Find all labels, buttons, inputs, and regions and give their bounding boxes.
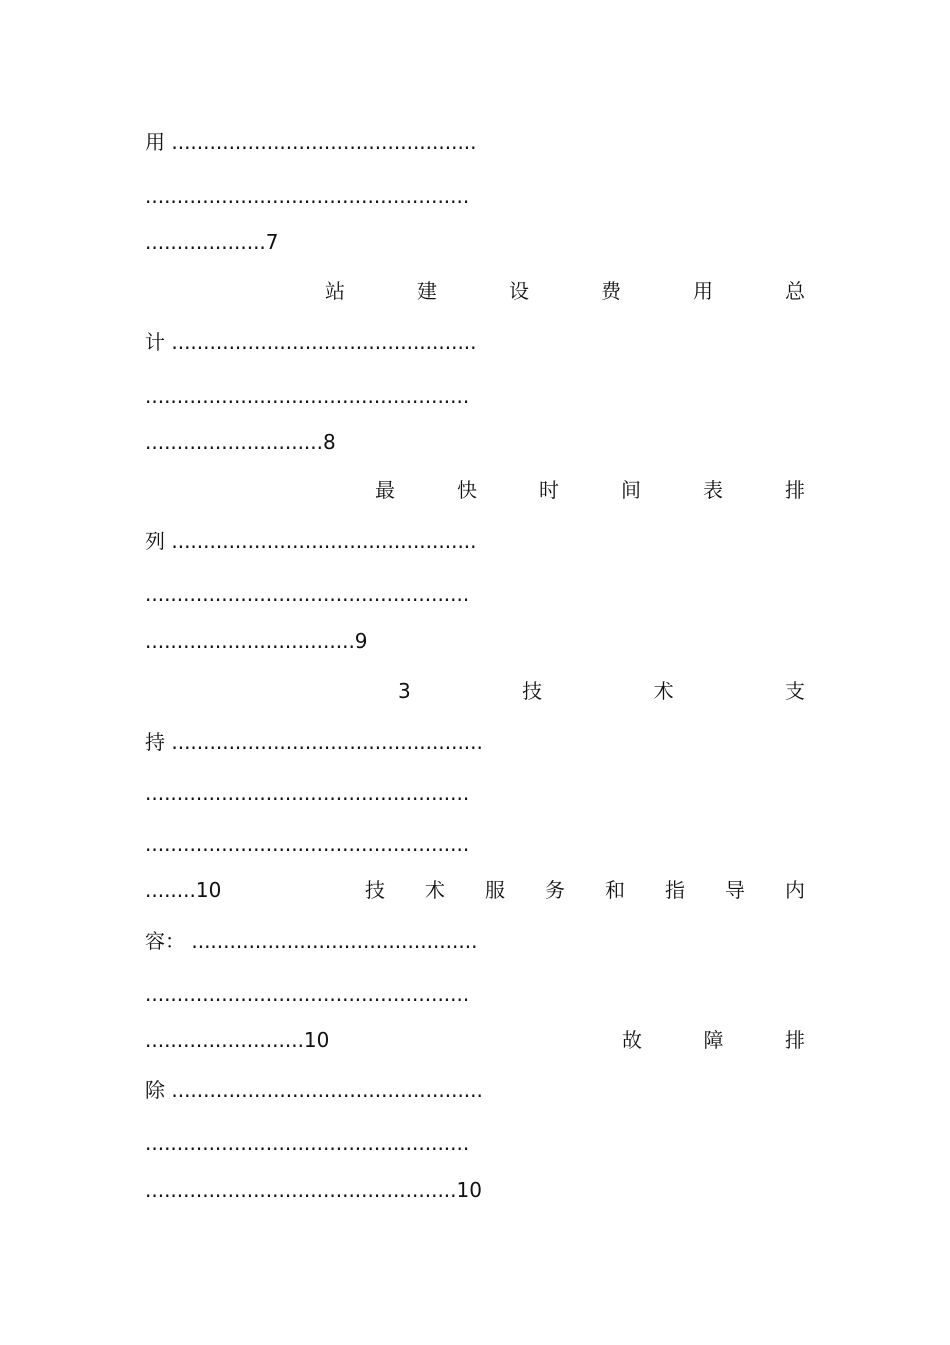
toc-heading-char: 设 [509, 279, 529, 303]
toc-heading-justified [398, 675, 805, 707]
toc-heading-char: 服 [485, 878, 505, 902]
toc-line: 列 ................................................ [145, 529, 477, 553]
toc-line: 持 ................................................. [145, 730, 483, 754]
toc-heading-char: 费 [601, 279, 621, 303]
toc-heading-justified [375, 474, 805, 506]
toc-line: ............................8 [145, 430, 336, 454]
toc-line-prefix: ........10 [145, 878, 222, 902]
toc-heading-char: 最 [375, 478, 395, 502]
toc-heading-char: 3 [398, 679, 411, 703]
toc-heading-char: 技 [365, 878, 385, 902]
toc-line: 容： ............................................. [145, 929, 478, 953]
toc-line: ................................................... [145, 832, 470, 856]
toc-line: ................................................... [145, 1131, 470, 1155]
toc-line: 用 ................................................ [145, 130, 477, 154]
toc-line: .................................................10 [145, 1178, 482, 1202]
toc-line: ................................................... [145, 982, 470, 1006]
toc-line: ................................................... [145, 781, 470, 805]
toc-heading-char: 故 [622, 1028, 642, 1052]
toc-heading-char: 总 [785, 279, 805, 303]
toc-heading-justified [365, 874, 805, 906]
toc-heading-char: 和 [605, 878, 625, 902]
toc-heading-char: 站 [325, 279, 345, 303]
toc-heading-char: 快 [457, 478, 477, 502]
toc-heading-char: 内 [785, 878, 805, 902]
toc-heading-char: 建 [417, 279, 437, 303]
toc-heading-char: 用 [693, 279, 713, 303]
toc-line: ................................................... [145, 582, 470, 606]
toc-line: ................................................... [145, 184, 470, 208]
toc-line: .................................9 [145, 629, 368, 653]
toc-heading-char: 间 [621, 478, 641, 502]
toc-line: ................................................... [145, 384, 470, 408]
toc-heading-char: 导 [725, 878, 745, 902]
toc-heading-char: 务 [545, 878, 565, 902]
toc-heading-char: 技 [522, 679, 543, 703]
toc-heading-char: 表 [703, 478, 723, 502]
toc-heading-char: 障 [703, 1028, 724, 1052]
toc-heading-char: 术 [425, 878, 445, 902]
toc-line: 除 ................................................. [145, 1078, 483, 1102]
toc-line: ...................7 [145, 230, 279, 254]
toc-heading-char: 支 [785, 679, 805, 703]
toc-heading-char: 指 [665, 878, 685, 902]
toc-line: 计 ................................................ [145, 330, 477, 354]
toc-heading-char: 排 [785, 478, 805, 502]
toc-heading-char: 时 [539, 478, 559, 502]
toc-heading-justified [622, 1024, 805, 1056]
toc-heading-char: 排 [785, 1028, 805, 1052]
toc-line-prefix: .........................10 [145, 1028, 330, 1052]
toc-heading-justified [325, 275, 805, 307]
toc-heading-char: 术 [653, 679, 674, 703]
